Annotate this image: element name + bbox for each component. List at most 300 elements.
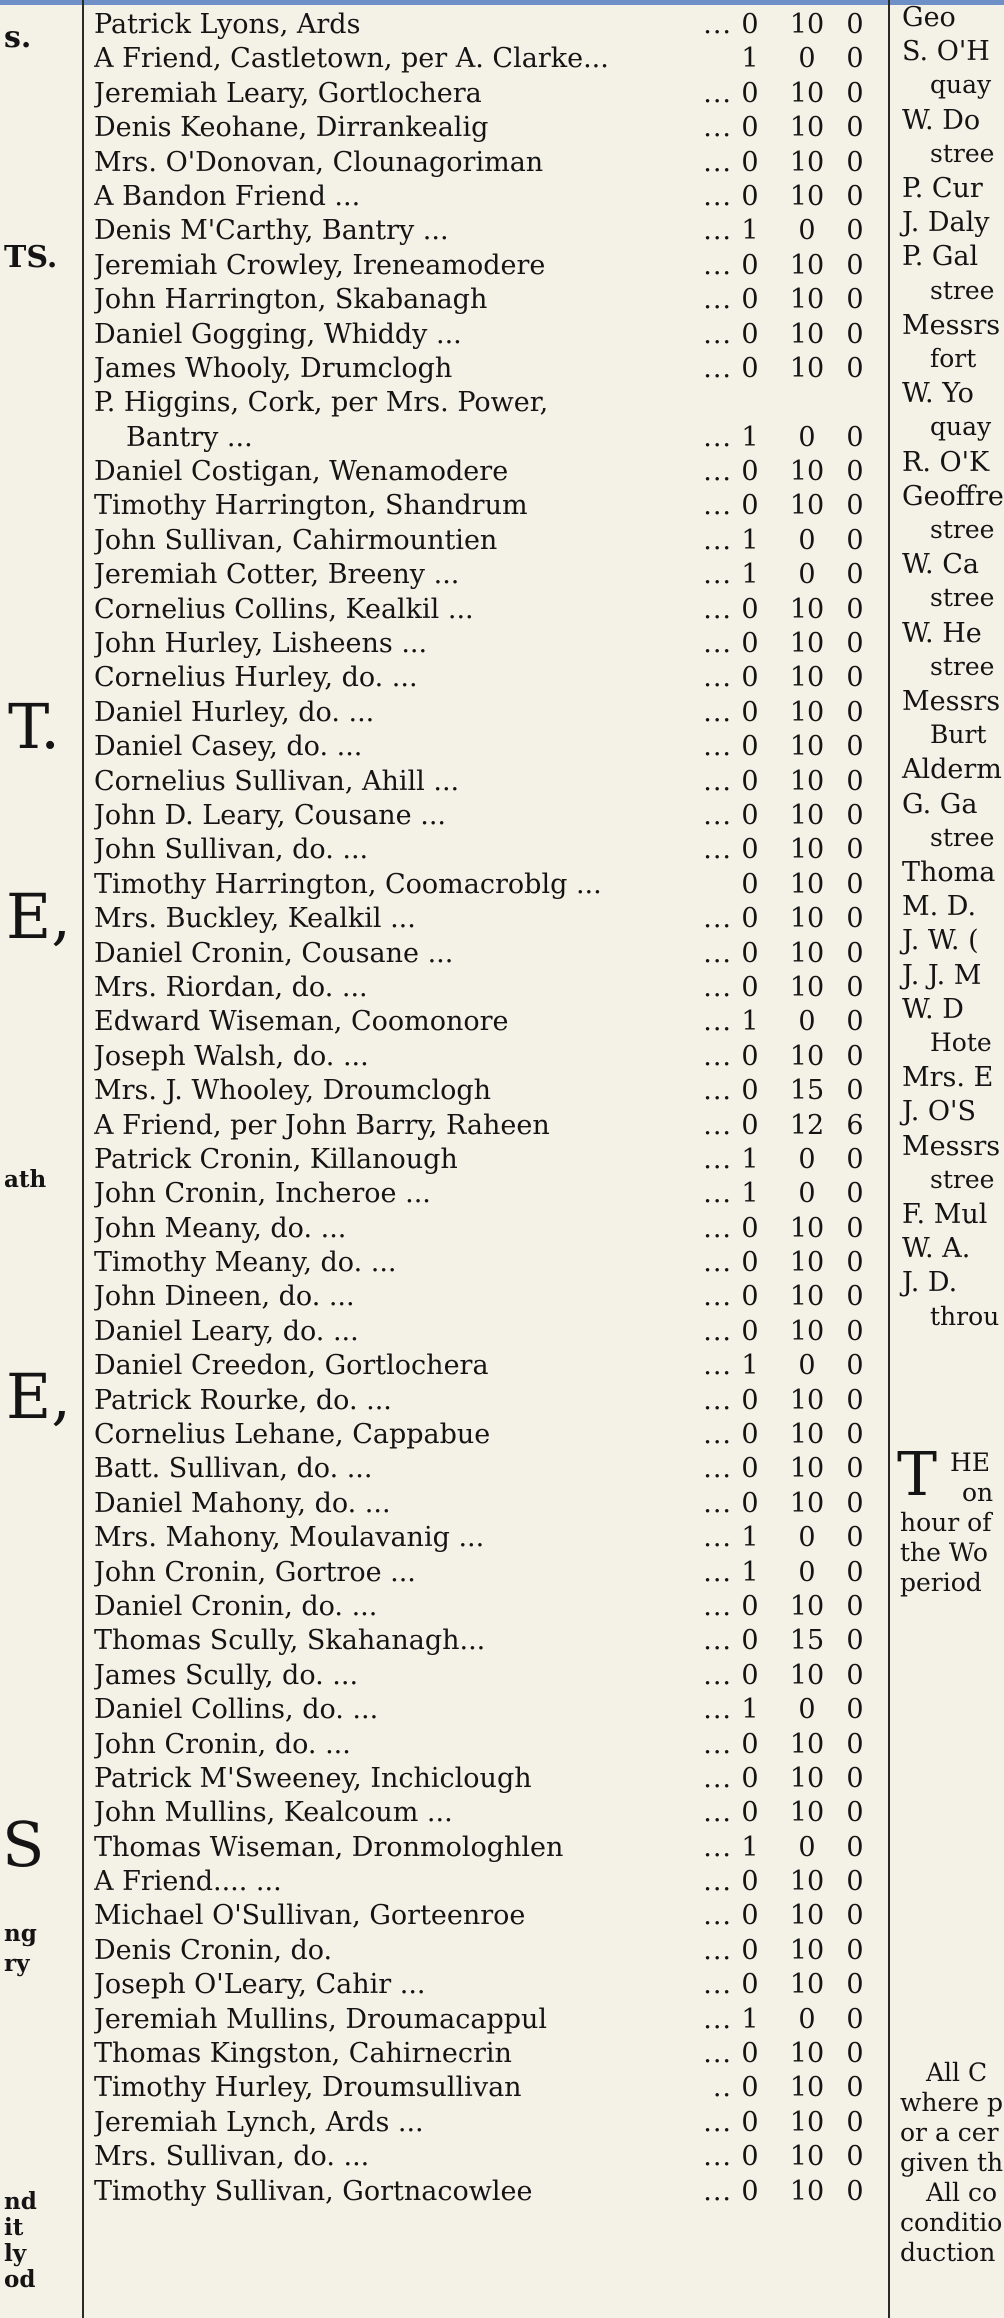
shillings-value: 12 bbox=[789, 1109, 825, 1141]
subscriber-name: John Meany, do. ... bbox=[94, 1212, 347, 1244]
subscriber-name: James Scully, do. ... bbox=[94, 1659, 359, 1691]
subscriber-name: Mrs. O'Donovan, Clounagoriman bbox=[94, 146, 544, 178]
right-column-line: quay bbox=[930, 412, 992, 442]
leader-dots: ... bbox=[703, 1006, 732, 1038]
pounds-value: 0 bbox=[741, 1315, 759, 1347]
leader-dots: .. bbox=[712, 2072, 732, 2104]
shillings-value: 10 bbox=[789, 937, 825, 969]
leader-dots: ... bbox=[703, 559, 732, 591]
pence-value: 0 bbox=[846, 1350, 864, 1382]
subscriber-name: Daniel Hurley, do. ... bbox=[94, 696, 375, 728]
pounds-value: 0 bbox=[741, 1900, 759, 1932]
subscription-row bbox=[94, 2106, 872, 2140]
pounds-value: 1 bbox=[741, 1831, 759, 1863]
subscriber-name: John D. Leary, Cousane ... bbox=[94, 799, 446, 831]
pence-value: 0 bbox=[846, 834, 864, 866]
left-fragment: s. bbox=[4, 20, 32, 55]
pounds-value: 0 bbox=[741, 490, 759, 522]
pence-value: 0 bbox=[846, 1900, 864, 1932]
subscription-row bbox=[94, 489, 872, 523]
subscription-row bbox=[94, 386, 872, 420]
shillings-value: 10 bbox=[789, 1487, 825, 1519]
subscription-row bbox=[94, 111, 872, 145]
subscription-row bbox=[94, 765, 872, 799]
shillings-value: 0 bbox=[798, 524, 816, 556]
shillings-value: 15 bbox=[789, 1075, 825, 1107]
pence-value: 0 bbox=[846, 9, 864, 40]
subscription-row bbox=[94, 1659, 872, 1693]
shillings-value: 0 bbox=[798, 1178, 816, 1210]
subscriber-name: Denis Keohane, Dirrankealig bbox=[94, 112, 489, 144]
subscription-row bbox=[94, 77, 872, 111]
subscriber-name: Cornelius Lehane, Cappabue bbox=[94, 1419, 491, 1451]
leader-dots: ... bbox=[703, 971, 732, 1003]
pounds-value: 1 bbox=[741, 1006, 759, 1038]
right-column-line: G. Ga bbox=[902, 788, 978, 820]
right-lower-line: where p bbox=[900, 2088, 1003, 2117]
pence-value: 0 bbox=[846, 1762, 864, 1794]
subscriber-name: Michael O'Sullivan, Gorteenroe bbox=[94, 1900, 526, 1932]
right-column-line: J. J. M bbox=[902, 959, 982, 991]
subscription-row bbox=[94, 1005, 872, 1039]
right-lower-line: duction bbox=[900, 2238, 996, 2267]
pence-value: 0 bbox=[846, 352, 864, 384]
shillings-value: 0 bbox=[798, 43, 816, 75]
subscription-row bbox=[94, 1899, 872, 1933]
shillings-value: 10 bbox=[789, 2141, 825, 2173]
right-lower-line: conditio bbox=[900, 2208, 1003, 2237]
subscription-row bbox=[94, 8, 872, 42]
pence-value: 0 bbox=[846, 1625, 864, 1657]
subscriber-name: A Friend, Castletown, per A. Clarke... bbox=[94, 43, 609, 75]
leader-dots: ... bbox=[703, 1522, 732, 1554]
subscription-row bbox=[94, 1728, 872, 1762]
subscription-row bbox=[94, 1762, 872, 1796]
leader-dots: ... bbox=[703, 284, 732, 316]
leader-dots: ... bbox=[703, 524, 732, 556]
right-column-line: stree bbox=[930, 651, 995, 681]
subscriber-name: John Dineen, do. ... bbox=[94, 1281, 355, 1313]
pence-value: 0 bbox=[846, 1006, 864, 1038]
shillings-value: 10 bbox=[789, 249, 825, 281]
shillings-value: 10 bbox=[789, 2175, 825, 2207]
subscription-row bbox=[94, 593, 872, 627]
leader-dots: ... bbox=[703, 1694, 732, 1726]
leader-dots: ... bbox=[703, 1315, 732, 1347]
leader-dots: ... bbox=[703, 112, 732, 144]
right-column-line: Mrs. E bbox=[902, 1062, 994, 1094]
shillings-value: 10 bbox=[789, 146, 825, 178]
subscriber-name: Daniel Cronin, do. ... bbox=[94, 1590, 378, 1622]
shillings-value: 10 bbox=[789, 318, 825, 350]
pounds-value: 0 bbox=[741, 2106, 759, 2138]
pence-value: 6 bbox=[846, 1109, 864, 1141]
pence-value: 0 bbox=[846, 112, 864, 144]
subscription-row bbox=[94, 180, 872, 214]
leader-dots: ... bbox=[703, 249, 732, 281]
subscription-row bbox=[94, 1280, 872, 1314]
subscriber-name: John Sullivan, do. ... bbox=[94, 834, 369, 866]
shillings-value: 10 bbox=[789, 799, 825, 831]
pence-value: 0 bbox=[846, 2106, 864, 2138]
subscriber-name: James Whooly, Drumclogh bbox=[94, 352, 453, 384]
leader-dots: ... bbox=[703, 77, 732, 109]
subscription-row bbox=[94, 1315, 872, 1349]
pence-value: 0 bbox=[846, 559, 864, 591]
subscription-row bbox=[94, 1212, 872, 1246]
leader-dots: ... bbox=[703, 1384, 732, 1416]
shillings-value: 10 bbox=[789, 1453, 825, 1485]
leader-dots: ... bbox=[703, 1900, 732, 1932]
subscription-row bbox=[94, 661, 872, 695]
pence-value: 0 bbox=[846, 1281, 864, 1313]
subscriber-name: John Cronin, Gortroe ... bbox=[94, 1556, 416, 1588]
leader-dots: ... bbox=[703, 1453, 732, 1485]
pounds-value: 0 bbox=[741, 834, 759, 866]
shillings-value: 10 bbox=[789, 490, 825, 522]
pounds-value: 1 bbox=[741, 1350, 759, 1382]
left-fragment: ly bbox=[4, 2240, 27, 2267]
subscription-row bbox=[94, 833, 872, 867]
pence-value: 0 bbox=[846, 1590, 864, 1622]
pence-value: 0 bbox=[846, 318, 864, 350]
shillings-value: 10 bbox=[789, 77, 825, 109]
subscriber-name: John Cronin, Incheroe ... bbox=[94, 1178, 431, 1210]
subscriber-name: Patrick Lyons, Ards bbox=[94, 9, 361, 40]
right-column-line: W. He bbox=[902, 617, 982, 649]
subscription-row bbox=[94, 1556, 872, 1590]
pence-value: 0 bbox=[846, 1487, 864, 1519]
leader-dots: ... bbox=[703, 834, 732, 866]
pence-value: 0 bbox=[846, 524, 864, 556]
shillings-value: 0 bbox=[798, 1143, 816, 1175]
right-lower-line: or a cer bbox=[900, 2118, 999, 2147]
pounds-value: 0 bbox=[741, 352, 759, 384]
column-rule-left bbox=[82, 0, 84, 2318]
paragraph-line: HE bbox=[950, 1448, 991, 1477]
shillings-value: 10 bbox=[789, 765, 825, 797]
shillings-value: 10 bbox=[789, 628, 825, 660]
subscription-list bbox=[94, 8, 872, 2209]
subscription-row bbox=[94, 1796, 872, 1830]
right-column-line: J. Daly bbox=[902, 207, 990, 239]
subscriber-name: Denis Cronin, do. bbox=[94, 1934, 333, 1966]
subscription-row bbox=[94, 1968, 872, 2002]
pounds-value: 0 bbox=[741, 937, 759, 969]
right-column-line: throu bbox=[930, 1301, 1000, 1331]
leader-dots: ... bbox=[703, 765, 732, 797]
subscription-row bbox=[94, 2071, 872, 2105]
subscriber-name: A Friend.... ... bbox=[94, 1866, 282, 1898]
subscriber-name: Daniel Gogging, Whiddy ... bbox=[94, 318, 462, 350]
pence-value: 0 bbox=[846, 249, 864, 281]
shillings-value: 0 bbox=[798, 1831, 816, 1863]
leader-dots: ... bbox=[703, 9, 732, 40]
shillings-value: 10 bbox=[789, 1040, 825, 1072]
right-column-line: stree bbox=[930, 515, 995, 544]
top-border bbox=[0, 0, 1004, 5]
pounds-value: 1 bbox=[741, 1143, 759, 1175]
left-fragment: E, bbox=[6, 880, 71, 953]
pounds-value: 0 bbox=[741, 9, 759, 40]
leader-dots: ... bbox=[703, 352, 732, 384]
pounds-value: 0 bbox=[741, 1487, 759, 1519]
right-column-line: fort bbox=[930, 344, 977, 373]
leader-dots: ... bbox=[703, 903, 732, 935]
leader-dots: ... bbox=[703, 799, 732, 831]
right-column-line: W. A. bbox=[902, 1233, 971, 1265]
shillings-value: 10 bbox=[789, 112, 825, 144]
pence-value: 0 bbox=[846, 868, 864, 900]
pounds-value: 0 bbox=[741, 1797, 759, 1829]
leader-dots: ... bbox=[703, 1866, 732, 1898]
leader-dots: ... bbox=[703, 146, 732, 178]
leader-dots: ... bbox=[703, 1212, 732, 1244]
pounds-value: 0 bbox=[741, 1659, 759, 1691]
subscription-row bbox=[94, 1384, 872, 1418]
pounds-value: 1 bbox=[741, 2003, 759, 2035]
leader-dots: ... bbox=[703, 1247, 732, 1279]
right-column-line: stree bbox=[930, 138, 995, 168]
subscriber-name: Timothy Harrington, Shandrum bbox=[94, 490, 528, 522]
leader-dots: ... bbox=[703, 1831, 732, 1863]
subscription-row bbox=[94, 1831, 872, 1865]
leader-dots: ... bbox=[703, 2038, 732, 2070]
leader-dots: ... bbox=[703, 593, 732, 625]
subscription-row bbox=[94, 2037, 872, 2071]
pence-value: 0 bbox=[846, 1384, 864, 1416]
subscriber-name: Timothy Meany, do. ... bbox=[94, 1247, 397, 1279]
subscriber-name: Jeremiah Leary, Gortlochera bbox=[94, 77, 482, 109]
shillings-value: 10 bbox=[789, 1212, 825, 1244]
shillings-value: 10 bbox=[789, 352, 825, 384]
pence-value: 0 bbox=[846, 1315, 864, 1347]
pounds-value: 0 bbox=[741, 1281, 759, 1313]
pounds-value: 0 bbox=[741, 112, 759, 144]
pounds-value: 0 bbox=[741, 77, 759, 109]
pence-value: 0 bbox=[846, 215, 864, 247]
subscriber-name: Daniel Mahony, do. ... bbox=[94, 1487, 391, 1519]
leader-dots: ... bbox=[703, 1419, 732, 1451]
subscriber-name: John Hurley, Lisheens ... bbox=[94, 628, 428, 660]
right-column-line: stree bbox=[930, 822, 995, 852]
pounds-value: 0 bbox=[741, 1419, 759, 1451]
pence-value: 0 bbox=[846, 696, 864, 728]
subscriber-name: Mrs. Mahony, Moulavanig ... bbox=[94, 1522, 485, 1554]
pence-value: 0 bbox=[846, 1866, 864, 1898]
right-lower-line: All C bbox=[926, 2058, 988, 2087]
leader-dots: ... bbox=[703, 215, 732, 247]
right-column-line: W. D bbox=[902, 993, 964, 1025]
pounds-value: 1 bbox=[741, 524, 759, 556]
shillings-value: 10 bbox=[789, 1797, 825, 1829]
leader-dots: ... bbox=[703, 937, 732, 969]
pounds-value: 0 bbox=[741, 868, 759, 900]
shillings-value: 10 bbox=[789, 903, 825, 935]
subscription-row bbox=[94, 146, 872, 180]
subscription-row bbox=[94, 730, 872, 764]
shillings-value: 10 bbox=[789, 2106, 825, 2138]
pence-value: 0 bbox=[846, 1178, 864, 1210]
leader-dots: ... bbox=[703, 421, 732, 453]
left-fragment: E, bbox=[6, 1360, 71, 1433]
right-column-line: Messrs bbox=[902, 1130, 1001, 1162]
right-lower-line: All co bbox=[926, 2178, 998, 2207]
shillings-value: 10 bbox=[789, 1247, 825, 1279]
pence-value: 0 bbox=[846, 1212, 864, 1244]
pounds-value: 1 bbox=[741, 1694, 759, 1726]
subscription-row bbox=[94, 1143, 872, 1177]
subscriber-name: Daniel Leary, do. ... bbox=[94, 1315, 359, 1347]
shillings-value: 10 bbox=[789, 1762, 825, 1794]
subscriber-name: Daniel Creedon, Gortlochera bbox=[94, 1350, 489, 1382]
subscriber-name: Mrs. Riordan, do. ... bbox=[94, 971, 368, 1003]
subscription-row bbox=[94, 1624, 872, 1658]
right-lower-line: given th bbox=[900, 2148, 1004, 2177]
subscriber-name: Mrs. Sullivan, do. ... bbox=[94, 2141, 370, 2173]
shillings-value: 0 bbox=[798, 2003, 816, 2035]
pounds-value: 0 bbox=[741, 1075, 759, 1107]
subscription-row bbox=[94, 1418, 872, 1452]
left-fragment: TS. bbox=[4, 240, 58, 275]
subscriber-name: Cornelius Hurley, do. ... bbox=[94, 662, 418, 694]
shillings-value: 10 bbox=[789, 9, 825, 40]
pounds-value: 1 bbox=[741, 215, 759, 247]
pounds-value: 0 bbox=[741, 146, 759, 178]
leader-dots: ... bbox=[703, 456, 732, 488]
subscriber-name: Thomas Kingston, Cahirnecrin bbox=[94, 2038, 512, 2070]
pounds-value: 0 bbox=[741, 765, 759, 797]
pounds-value: 0 bbox=[741, 1040, 759, 1072]
pence-value: 0 bbox=[846, 593, 864, 625]
subscription-row bbox=[94, 249, 872, 283]
paragraph-line: hour of bbox=[900, 1508, 992, 1537]
subscriber-name: Joseph Walsh, do. ... bbox=[94, 1040, 369, 1072]
shillings-value: 10 bbox=[789, 2038, 825, 2070]
subscription-row bbox=[94, 1349, 872, 1383]
subscriber-name: Patrick M'Sweeney, Inchiclough bbox=[94, 1762, 532, 1794]
right-column-line: stree bbox=[930, 275, 995, 305]
leader-dots: ... bbox=[703, 2106, 732, 2138]
leader-dots: ... bbox=[703, 1659, 732, 1691]
subscription-row bbox=[94, 455, 872, 489]
subscriber-name: Cornelius Sullivan, Ahill ... bbox=[94, 765, 460, 797]
shillings-value: 10 bbox=[789, 1900, 825, 1932]
subscriber-name: Timothy Sullivan, Gortnacowlee bbox=[94, 2175, 533, 2207]
paragraph-line: on bbox=[962, 1478, 994, 1507]
pence-value: 0 bbox=[846, 1797, 864, 1829]
pence-value: 0 bbox=[846, 146, 864, 178]
shillings-value: 10 bbox=[789, 456, 825, 488]
right-column-line: Messrs bbox=[902, 309, 1001, 341]
leader-dots: ... bbox=[703, 731, 732, 763]
leader-dots: ... bbox=[703, 628, 732, 660]
subscription-row bbox=[94, 937, 872, 971]
shillings-value: 10 bbox=[789, 593, 825, 625]
subscriber-name: Daniel Costigan, Wenamodere bbox=[94, 456, 509, 488]
leader-dots: ... bbox=[703, 696, 732, 728]
shillings-value: 10 bbox=[789, 180, 825, 212]
shillings-value: 10 bbox=[789, 1281, 825, 1313]
subscription-row bbox=[94, 318, 872, 352]
right-column-line: Geoffre bbox=[902, 480, 1004, 512]
right-column-line: W. Yo bbox=[902, 378, 974, 410]
right-column-line: stree bbox=[930, 1164, 995, 1194]
pence-value: 0 bbox=[846, 765, 864, 797]
pounds-value: 0 bbox=[741, 1969, 759, 2001]
pence-value: 0 bbox=[846, 662, 864, 694]
shillings-value: 10 bbox=[789, 284, 825, 316]
subscription-row bbox=[94, 558, 872, 592]
subscription-row bbox=[94, 1693, 872, 1727]
pence-value: 0 bbox=[846, 1556, 864, 1588]
right-column-line: Geo bbox=[902, 2, 956, 33]
shillings-value: 10 bbox=[789, 1934, 825, 1966]
subscriber-name: Cornelius Collins, Kealkil ... bbox=[94, 593, 474, 625]
pence-value: 0 bbox=[846, 1075, 864, 1107]
pence-value: 0 bbox=[846, 799, 864, 831]
leader-dots: ... bbox=[703, 1590, 732, 1622]
right-column-line: M. D. bbox=[902, 891, 977, 923]
pence-value: 0 bbox=[846, 284, 864, 316]
leader-dots: ... bbox=[703, 662, 732, 694]
shillings-value: 10 bbox=[789, 1315, 825, 1347]
drop-cap: T bbox=[897, 1440, 938, 1510]
subscriber-name: Batt. Sullivan, do. ... bbox=[94, 1453, 373, 1485]
shillings-value: 0 bbox=[798, 1006, 816, 1038]
shillings-value: 10 bbox=[789, 1659, 825, 1691]
pounds-value: 0 bbox=[741, 1762, 759, 1794]
subscriber-name: Daniel Cronin, Cousane ... bbox=[94, 937, 454, 969]
shillings-value: 10 bbox=[789, 834, 825, 866]
subscription-row bbox=[94, 214, 872, 248]
pounds-value: 0 bbox=[741, 971, 759, 1003]
pence-value: 0 bbox=[846, 2072, 864, 2104]
pence-value: 0 bbox=[846, 1659, 864, 1691]
shillings-value: 0 bbox=[798, 1556, 816, 1588]
leader-dots: ... bbox=[703, 1178, 732, 1210]
shillings-value: 0 bbox=[798, 215, 816, 247]
pence-value: 0 bbox=[846, 971, 864, 1003]
subscriber-name: John Cronin, do. ... bbox=[94, 1728, 351, 1760]
subscriber-name: Bantry ... bbox=[126, 421, 253, 453]
pounds-value: 0 bbox=[741, 2072, 759, 2104]
right-column-line: P. Gal bbox=[902, 241, 979, 273]
pounds-value: 0 bbox=[741, 1934, 759, 1966]
subscriber-name: Jeremiah Cotter, Breeny ... bbox=[94, 559, 460, 591]
pounds-value: 1 bbox=[741, 1522, 759, 1554]
shillings-value: 10 bbox=[789, 1384, 825, 1416]
pence-value: 0 bbox=[846, 456, 864, 488]
right-column-line: F. Mul bbox=[902, 1199, 988, 1230]
left-fragment: nd bbox=[4, 2188, 37, 2215]
shillings-value: 0 bbox=[798, 1522, 816, 1554]
pence-value: 0 bbox=[846, 1522, 864, 1554]
subscriber-name: Jeremiah Crowley, Ireneamodere bbox=[94, 249, 546, 281]
right-column-line: J. W. ( bbox=[902, 925, 979, 957]
pence-value: 0 bbox=[846, 1969, 864, 2001]
right-column-line: Hote bbox=[930, 1028, 992, 1057]
subscriber-name: John Sullivan, Cahirmountien bbox=[94, 524, 498, 556]
subscriber-name: Mrs. J. Whooley, Droumclogh bbox=[94, 1075, 492, 1107]
paragraph-line: the Wo bbox=[900, 1538, 988, 1567]
right-column-line: R. O'K bbox=[902, 446, 990, 478]
subscription-row bbox=[94, 42, 872, 76]
pence-value: 0 bbox=[846, 2175, 864, 2207]
pence-value: 0 bbox=[846, 1934, 864, 1966]
subscription-row bbox=[94, 1865, 872, 1899]
column-rule-right bbox=[888, 0, 890, 2318]
